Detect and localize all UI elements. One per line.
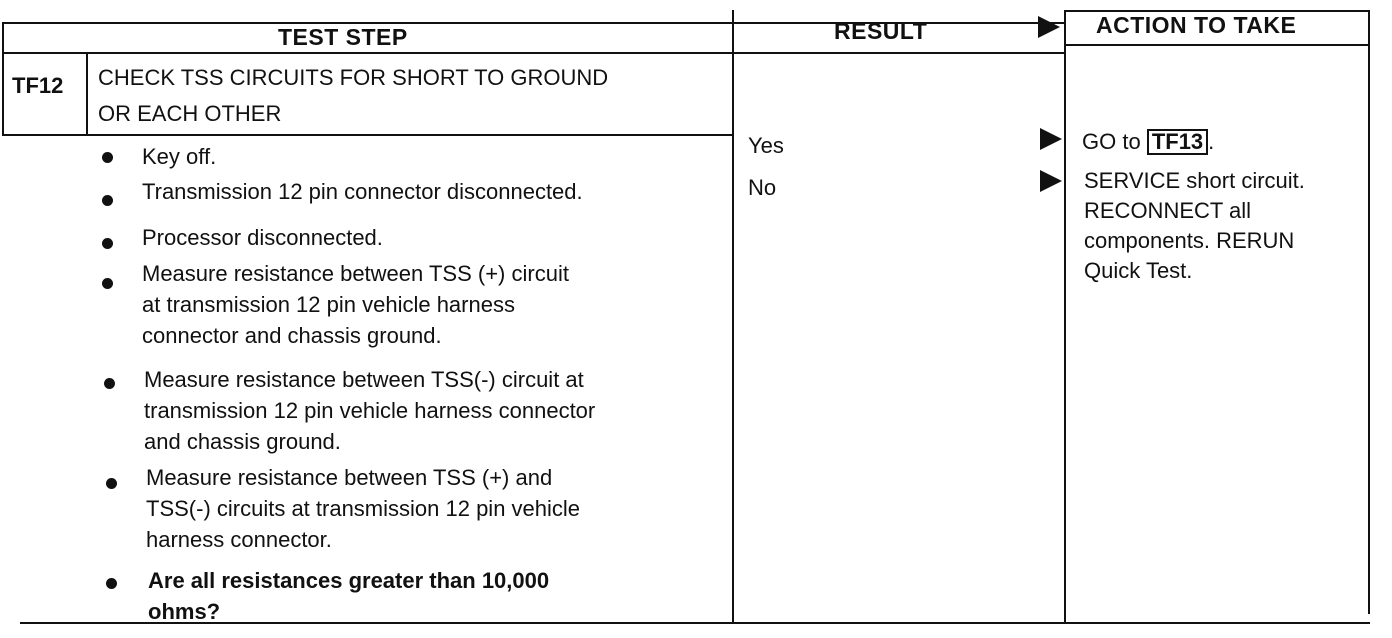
col-divider-1 xyxy=(732,10,734,622)
header-result: RESULT xyxy=(834,18,928,44)
bullet-line: TSS(-) circuits at transmission 12 pin vehicle xyxy=(146,496,581,521)
bullet-icon xyxy=(106,578,117,589)
header-divider xyxy=(2,52,1064,54)
action-no-line: components. RERUN xyxy=(1084,228,1295,253)
result-yes-arrow-icon xyxy=(1040,128,1062,150)
bullet-item xyxy=(144,364,595,457)
header-action: ACTION TO TAKE xyxy=(1096,12,1297,38)
result-no-arrow-icon xyxy=(1040,170,1062,192)
header-arrow-icon xyxy=(1038,16,1060,38)
bullet-line: Processor disconnected. xyxy=(142,225,383,250)
action-no-line: SERVICE short circuit. xyxy=(1084,168,1305,193)
bullet-item xyxy=(142,222,383,253)
bullet-line: and chassis ground. xyxy=(144,429,341,454)
action-no-line: Quick Test. xyxy=(1084,258,1193,283)
step-title-bottom xyxy=(2,134,732,136)
bullet-line: at transmission 12 pin vehicle harness xyxy=(142,292,515,317)
bullet-line: Measure resistance between TSS (+) circuit xyxy=(142,261,569,286)
action-yes-suffix: . xyxy=(1208,129,1215,154)
bullet-item xyxy=(146,462,580,555)
bullet-icon xyxy=(104,378,115,389)
left-border xyxy=(2,22,4,136)
bullet-line: connector and chassis ground. xyxy=(142,323,442,348)
step-title-line1: CHECK TSS CIRCUITS FOR SHORT TO GROUND xyxy=(98,65,609,90)
bullet-icon xyxy=(102,238,113,249)
bullet-line: ohms? xyxy=(148,599,221,624)
bullet-icon xyxy=(102,152,113,163)
step-id: TF12 xyxy=(12,73,64,98)
action-no xyxy=(1084,166,1305,286)
bullet-item xyxy=(142,258,569,351)
header-divider-right xyxy=(1066,44,1370,46)
col-divider-2 xyxy=(1064,10,1066,622)
result-no: No xyxy=(748,175,777,200)
result-yes: Yes xyxy=(748,133,784,158)
step-id-divider xyxy=(86,54,88,134)
step-title-line2: OR EACH OTHER xyxy=(98,101,282,126)
bullet-line: Transmission 12 pin connector disconnected. xyxy=(142,179,583,204)
step-reference-tf13[interactable]: TF13 xyxy=(1147,129,1208,155)
right-border xyxy=(1368,10,1370,614)
bullet-line: Are all resistances greater than 10,000 xyxy=(148,568,550,593)
bullet-icon xyxy=(102,278,113,289)
action-yes-prefix: GO to xyxy=(1082,129,1141,154)
bullet-item xyxy=(142,176,583,207)
action-no-line: RECONNECT all xyxy=(1084,198,1252,223)
bullet-icon xyxy=(102,195,113,206)
bullet-line: transmission 12 pin vehicle harness connector xyxy=(144,398,596,423)
bullet-line: Key off. xyxy=(142,144,217,169)
bullet-line: harness connector. xyxy=(146,527,332,552)
bullet-item xyxy=(148,565,549,627)
header-test-step: TEST STEP xyxy=(278,24,408,50)
bullet-icon xyxy=(106,478,117,489)
action-yes xyxy=(1082,126,1214,157)
bullet-line: Measure resistance between TSS (+) and xyxy=(146,465,553,490)
bullet-line: Measure resistance between TSS(-) circuit at xyxy=(144,367,584,392)
bullet-item xyxy=(142,141,216,172)
